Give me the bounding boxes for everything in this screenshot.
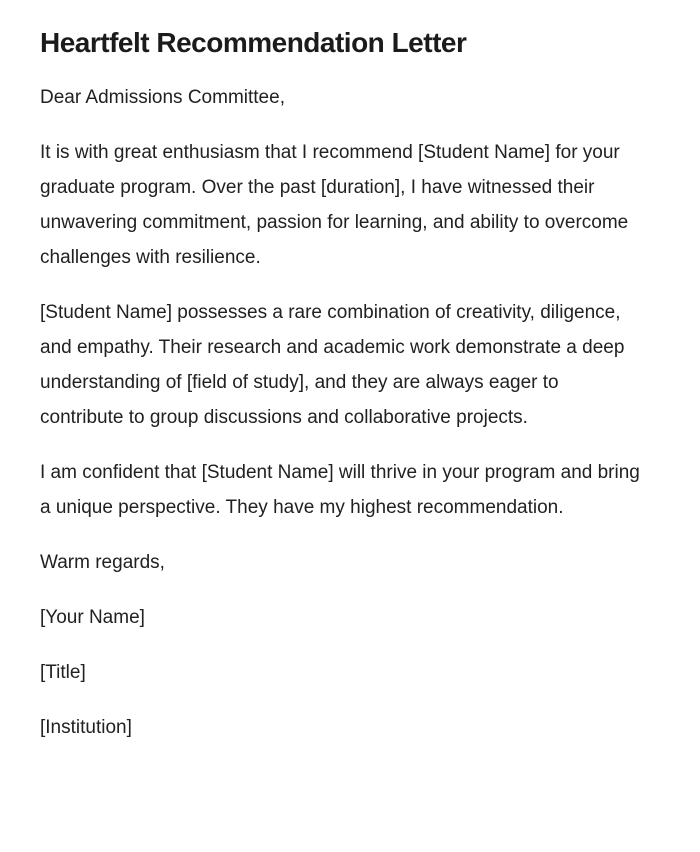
page-title: Heartfelt Recommendation Letter — [40, 27, 467, 58]
letter-paragraph-3: I am confident that [Student Name] will thrive in your program and bring a unique perspective. They have my highest recommendation. — [40, 462, 640, 518]
letter-paragraph-2: [Student Name] possesses a rare combination of creativity, diligence, and empathy. Their research and academic work demonstrate a deep understanding of [field of study], and they are always eager to contribute to group discussions and collaborative projects. — [40, 302, 625, 428]
signature-title: [Title] — [40, 662, 86, 683]
salutation: Dear Admissions Committee, — [40, 87, 285, 108]
closing-line: Warm regards, — [40, 552, 165, 573]
signature-name: [Your Name] — [40, 607, 145, 628]
recommendation-letter — [40, 26, 642, 745]
letter-paragraph-1: It is with great enthusiasm that I recommend [Student Name] for your graduate program. Over the past [duration], I have witnessed their unwavering commitment, passion for learning, and ability to overcome challenges with resilience. — [40, 142, 629, 268]
signature-institution: [Institution] — [40, 717, 132, 738]
